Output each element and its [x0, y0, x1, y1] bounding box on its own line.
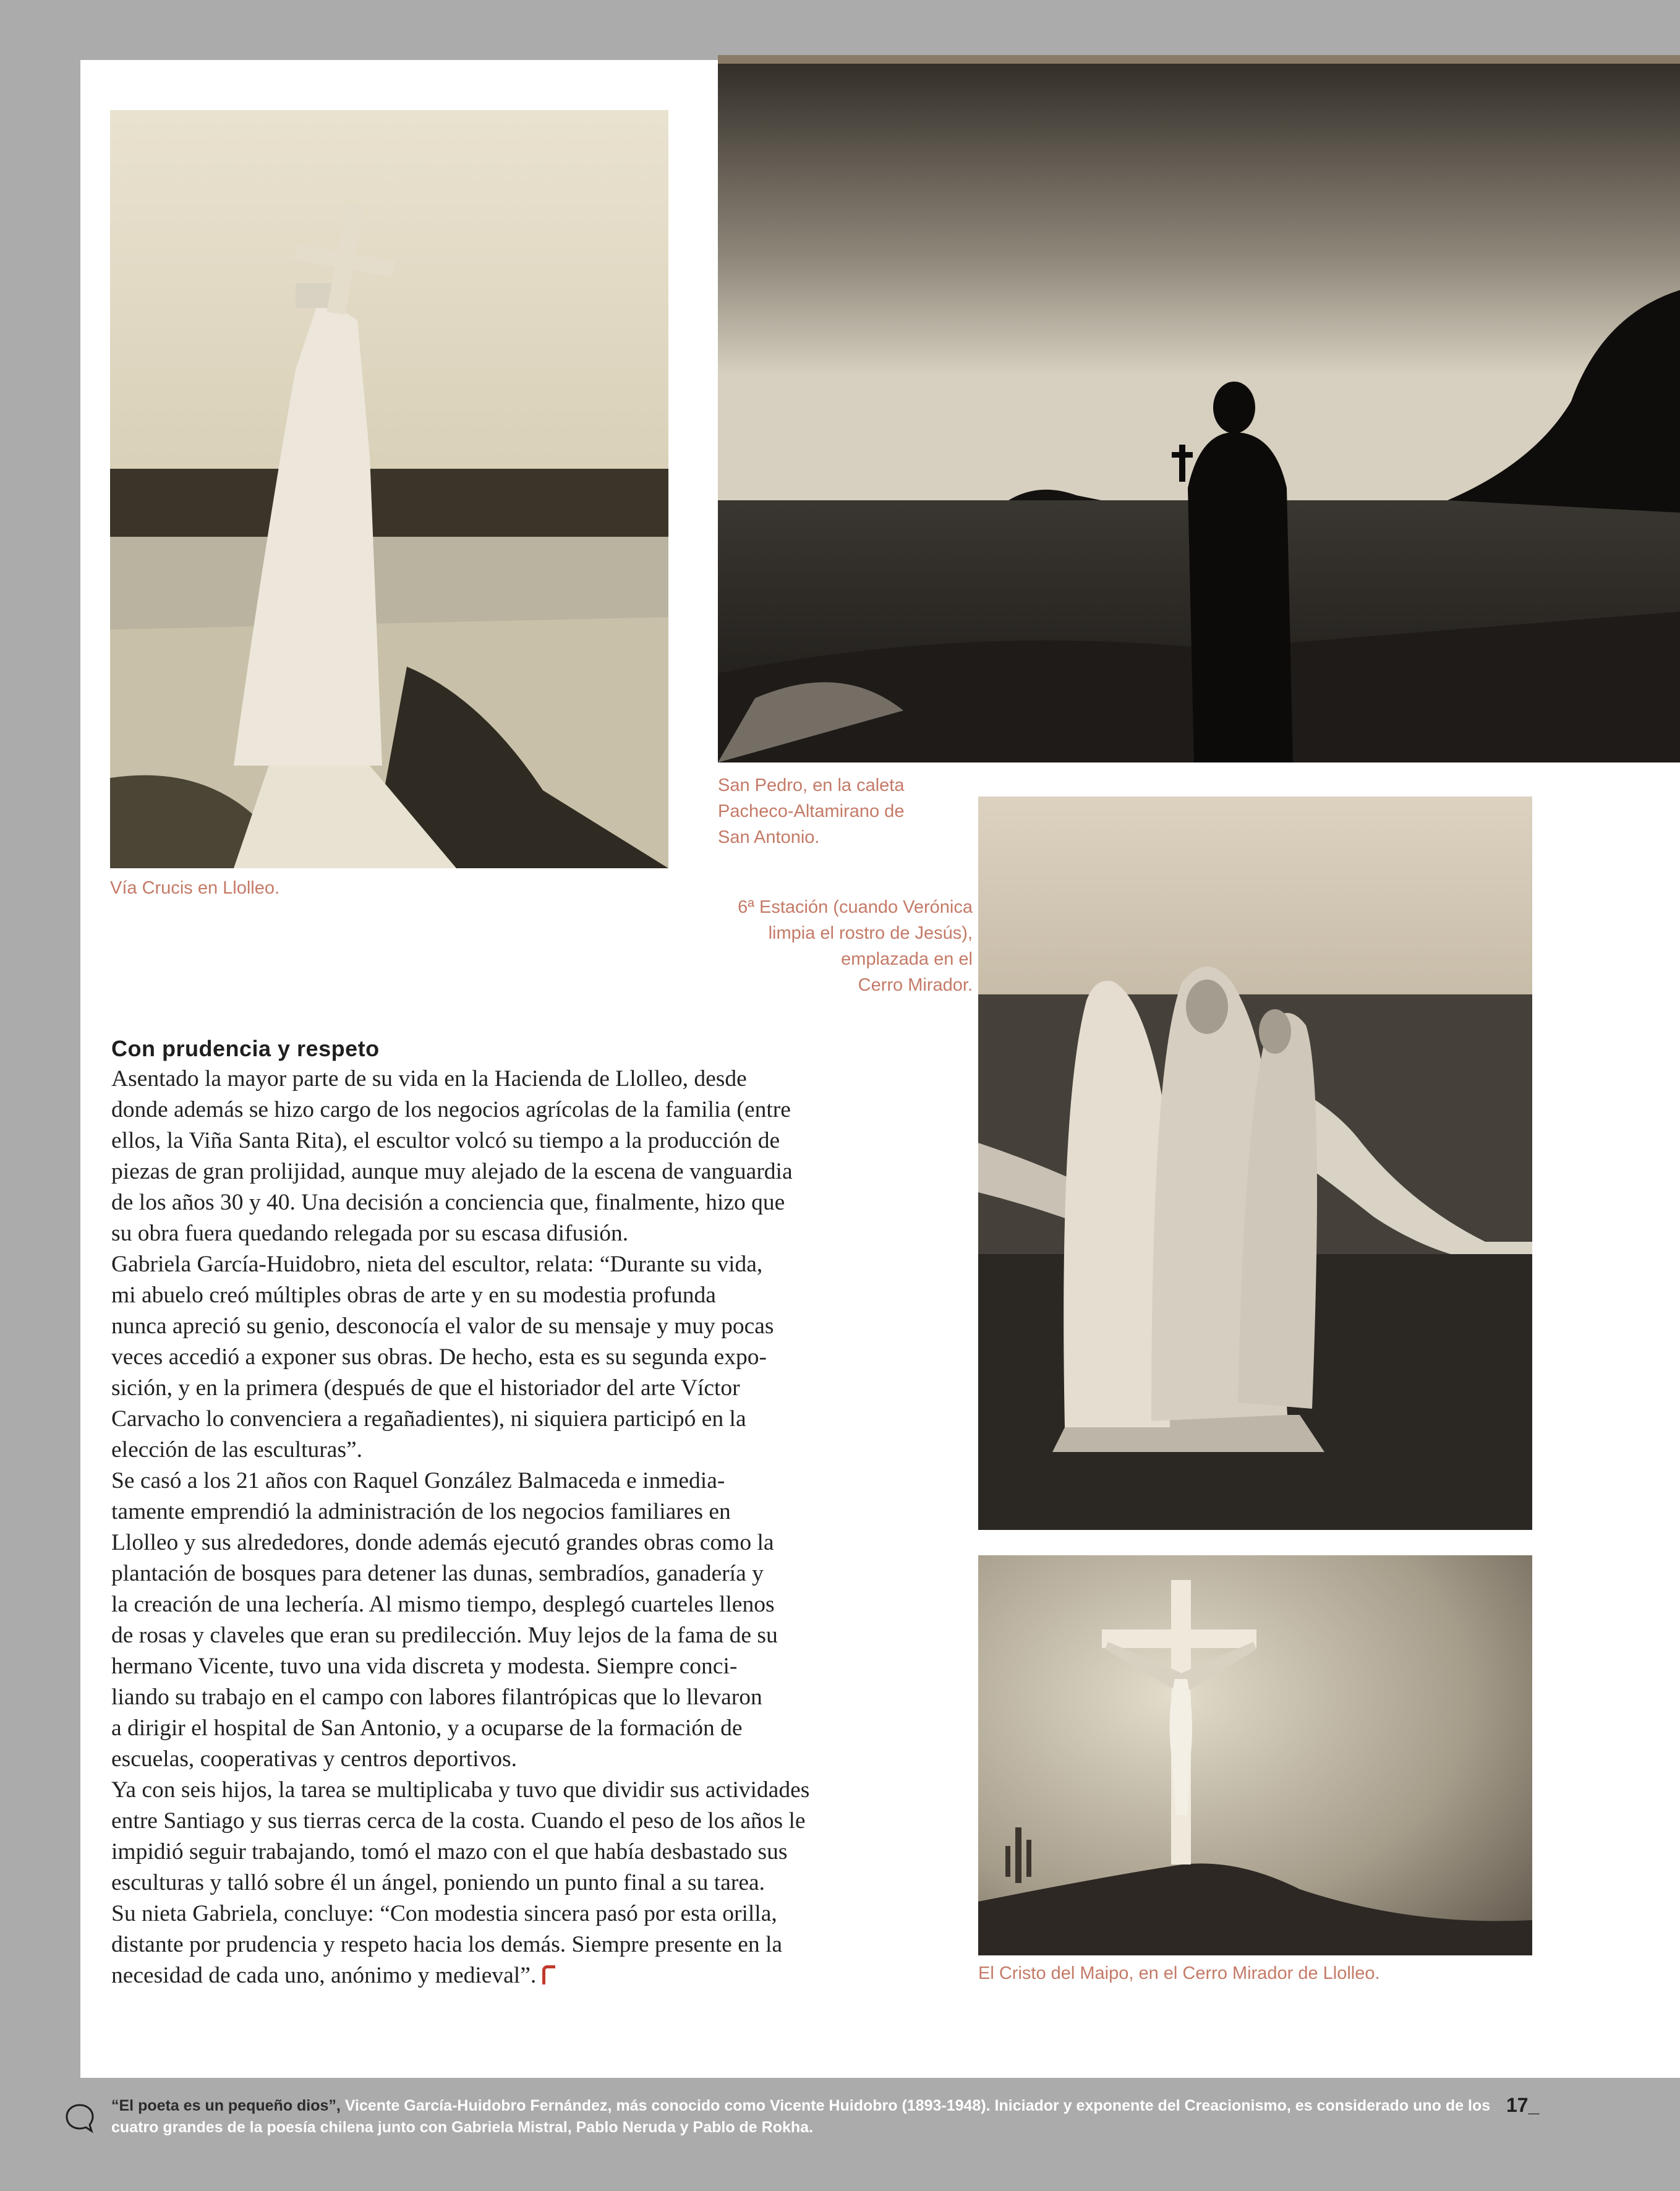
- caption-line: emplazada en el: [841, 949, 973, 969]
- article-line: liando su trabajo en el campo con labores filantrópicas que lo llevaron: [111, 1685, 762, 1710]
- article-line: mi abuelo creó múltiples obras de arte y en su modestia profunda: [111, 1283, 716, 1308]
- article-line: esculturas y talló sobre él un ángel, poniendo un punto final a su tarea.: [111, 1870, 765, 1895]
- caption-line: limpia el rostro de Jesús),: [768, 923, 973, 943]
- caption-via-crucis: Vía Crucis en Llolleo.: [110, 878, 280, 898]
- article: [111, 1034, 866, 1991]
- footer-line-1: Vicente García-Huidobro Fernández, más conocido como Vicente Huidobro (1893-1948). Iniciador y exponente del Creacionismo, es considerado uno de los: [340, 2097, 1491, 2114]
- article-line: hermano Vicente, tuvo una vida discreta y modesta. Siempre conci-: [111, 1654, 738, 1679]
- photo-via-crucis: [110, 110, 668, 868]
- caption-san-pedro: [718, 772, 904, 850]
- article-line: sición, y en la primera (después de que el historiador del arte Víctor: [111, 1375, 740, 1401]
- cristo-del-maipo-image: [978, 1555, 1532, 1955]
- article-line: piezas de gran prolijidad, aunque muy alejado de la escena de vanguardia: [111, 1159, 793, 1184]
- article-line: Asentado la mayor parte de su vida en la Hacienda de Llolleo, desde: [111, 1066, 747, 1091]
- caption-line: San Antonio.: [718, 827, 820, 847]
- article-line: plantación de bosques para detener las dunas, sembradíos, ganadería y: [111, 1561, 764, 1586]
- photo-cristo-del-maipo: [978, 1555, 1532, 1955]
- article-line: tamente emprendió la administración de los negocios familiares en: [111, 1499, 731, 1524]
- article-line: Gabriela García-Huidobro, nieta del escultor, relata: “Durante su vida,: [111, 1252, 763, 1277]
- caption-line: Cerro Mirador.: [858, 975, 973, 995]
- article-line: veces accedió a exponer sus obras. De hecho, esta es su segunda expo-: [111, 1344, 767, 1370]
- article-body: [111, 1064, 866, 1991]
- article-line: Se casó a los 21 años con Raquel González Balmaceda e inmedia-: [111, 1468, 725, 1493]
- footer-note: [111, 2095, 1491, 2138]
- article-line: Su nieta Gabriela, concluye: “Con modestia sincera pasó por esta orilla,: [111, 1901, 777, 1926]
- article-line: entre Santiago y sus tierras cerca de la costa. Cuando el peso de los años le: [111, 1808, 806, 1834]
- caption-line: 6ª Estación (cuando Verónica: [738, 897, 973, 917]
- via-crucis-image: [110, 110, 668, 868]
- article-line: distante por prudencia y respeto hacia los demás. Siempre presente en la: [111, 1932, 783, 1957]
- article-line: escuelas, cooperativas y centros deportivos.: [111, 1746, 518, 1772]
- caption-sexta-estacion: [718, 894, 973, 998]
- article-line: Ya con seis hijos, la tarea se multiplicaba y tuvo que dividir sus actividades: [111, 1777, 810, 1803]
- article-line: de los años 30 y 40. Una decisión a conciencia que, finalmente, hizo que: [111, 1190, 785, 1215]
- caption-line: Pacheco-Altamirano de: [718, 801, 905, 821]
- caption-line: San Pedro, en la caleta: [718, 775, 905, 795]
- article-line: impidió seguir trabajando, tomó el mazo con el que había desbastado sus: [111, 1839, 788, 1864]
- article-line: su obra fuera quedando relegada por su escasa difusión.: [111, 1221, 629, 1246]
- article-line: donde además se hizo cargo de los negocios agrícolas de la familia (entre: [111, 1097, 791, 1122]
- article-line-last: [111, 1960, 866, 1991]
- article-line: ellos, la Viña Santa Rita), el escultor volcó su tiempo a la producción de: [111, 1128, 780, 1153]
- article-line: elección de las esculturas”.: [111, 1437, 363, 1463]
- article-line: de rosas y claveles que eran su predilección. Muy lejos de la fama de su: [111, 1623, 778, 1648]
- caption-cristo-del-maipo: El Cristo del Maipo, en el Cerro Mirador de Llolleo.: [978, 1963, 1380, 1983]
- page-number: 17_: [1506, 2094, 1540, 2116]
- photo-san-pedro: [718, 55, 1680, 762]
- footer: [0, 2078, 1680, 2191]
- article-line: la creación de una lechería. Al mismo tiempo, desplegó cuarteles llenos: [111, 1592, 775, 1617]
- footer-quote: “El poeta es un pequeño dios”,: [111, 2097, 341, 2114]
- article-line: Carvacho lo convenciera a regañadientes), ni siquiera participó en la: [111, 1406, 746, 1432]
- photo-sexta-estacion: [978, 797, 1532, 1530]
- footer-line: [111, 2095, 1491, 2117]
- article-line: necesidad de cada uno, anónimo y medieval”.: [111, 1963, 537, 1988]
- san-pedro-image: [718, 55, 1680, 762]
- end-mark-icon: [542, 1965, 555, 1984]
- article-line: nunca apreció su genio, desconocía el valor de su mensaje y muy pocas: [111, 1313, 774, 1339]
- sexta-estacion-image: [978, 797, 1532, 1530]
- article-heading: Con prudencia y respeto: [111, 1036, 380, 1061]
- speech-bubble-icon: [64, 2103, 95, 2133]
- article-line: a dirigir el hospital de San Antonio, y a ocuparse de la formación de: [111, 1715, 743, 1741]
- footer-line-2: cuatro grandes de la poesía chilena junto con Gabriela Mistral, Pablo Neruda y Pablo de Rokha.: [111, 2119, 814, 2136]
- article-line: Llolleo y sus alrededores, donde además ejecutó grandes obras como la: [111, 1530, 774, 1555]
